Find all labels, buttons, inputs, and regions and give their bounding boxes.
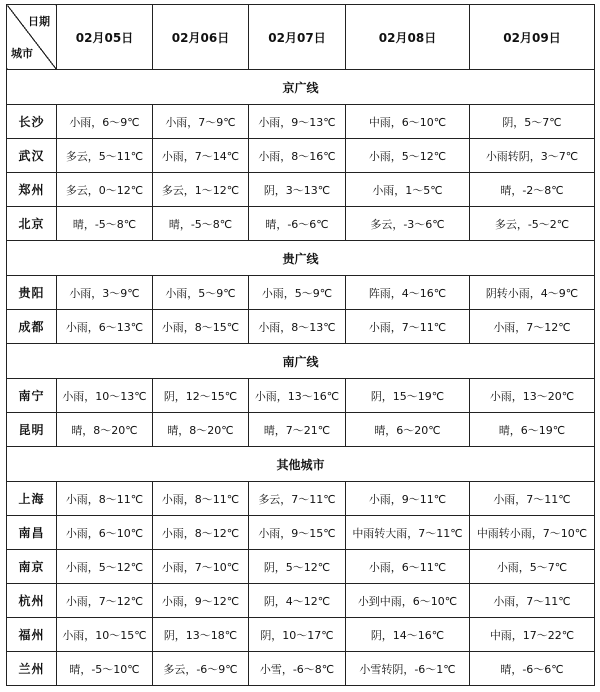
date-header: 02月08日 <box>346 5 470 70</box>
section-title: 京广线 <box>7 70 595 105</box>
date-header: 02月09日 <box>470 5 595 70</box>
section-title: 其他城市 <box>7 447 595 482</box>
table-row <box>7 482 595 516</box>
forecast-cell: 多云，0～12℃ <box>57 173 153 207</box>
forecast-cell: 小雨，5～9℃ <box>249 276 346 310</box>
table-row <box>7 413 595 447</box>
forecast-cell: 小雪，-6～8℃ <box>249 652 346 686</box>
forecast-cell: 阴，5～7℃ <box>470 105 595 139</box>
forecast-cell: 小雨，8～16℃ <box>249 139 346 173</box>
forecast-cell: 小雨，13～20℃ <box>470 379 595 413</box>
forecast-cell: 中雨，17～22℃ <box>470 618 595 652</box>
table-row <box>7 276 595 310</box>
forecast-cell: 小雨，8～13℃ <box>249 310 346 344</box>
corner-date-label: 日期 <box>28 15 50 28</box>
forecast-cell: 小雨，5～12℃ <box>346 139 470 173</box>
city-name: 北京 <box>7 207 57 241</box>
forecast-cell: 小雨，7～14℃ <box>153 139 249 173</box>
forecast-cell: 多云，7～11℃ <box>249 482 346 516</box>
forecast-cell: 小雨，9～13℃ <box>249 105 346 139</box>
forecast-cell: 小雨，7～11℃ <box>470 584 595 618</box>
forecast-cell: 小雨，3～9℃ <box>57 276 153 310</box>
forecast-cell: 中雨转小雨，7～10℃ <box>470 516 595 550</box>
forecast-cell: 小雨，8～15℃ <box>153 310 249 344</box>
city-name: 上海 <box>7 482 57 516</box>
forecast-cell: 小雨，10～13℃ <box>57 379 153 413</box>
forecast-cell: 小雨，7～12℃ <box>470 310 595 344</box>
forecast-cell: 多云，5～11℃ <box>57 139 153 173</box>
forecast-cell: 阴，12～15℃ <box>153 379 249 413</box>
forecast-cell: 晴，-6～6℃ <box>249 207 346 241</box>
forecast-cell: 小雨，5～7℃ <box>470 550 595 584</box>
forecast-cell: 小雨，5～12℃ <box>57 550 153 584</box>
forecast-cell: 晴，6～19℃ <box>470 413 595 447</box>
forecast-cell: 小雨，8～12℃ <box>153 516 249 550</box>
section-row <box>7 70 595 105</box>
forecast-cell: 晴，8～20℃ <box>57 413 153 447</box>
forecast-cell: 小雨，13～16℃ <box>249 379 346 413</box>
forecast-cell: 小雨，7～11℃ <box>470 482 595 516</box>
table-row <box>7 584 595 618</box>
city-name: 南宁 <box>7 379 57 413</box>
forecast-cell: 阴，4～12℃ <box>249 584 346 618</box>
section-row <box>7 344 595 379</box>
forecast-cell: 晴，-2～8℃ <box>470 173 595 207</box>
forecast-cell: 晴，6～20℃ <box>346 413 470 447</box>
date-header: 02月05日 <box>57 5 153 70</box>
forecast-cell: 阴，15～19℃ <box>346 379 470 413</box>
weather-table <box>6 4 595 686</box>
forecast-cell: 小到中雨，6～10℃ <box>346 584 470 618</box>
date-header: 02月06日 <box>153 5 249 70</box>
forecast-cell: 晴，-6～6℃ <box>470 652 595 686</box>
forecast-cell: 中雨，6～10℃ <box>346 105 470 139</box>
city-name: 兰州 <box>7 652 57 686</box>
city-name: 武汉 <box>7 139 57 173</box>
city-name: 成都 <box>7 310 57 344</box>
forecast-cell: 阴，13～18℃ <box>153 618 249 652</box>
city-name: 郑州 <box>7 173 57 207</box>
forecast-cell: 小雨，7～12℃ <box>57 584 153 618</box>
forecast-cell: 阴，14～16℃ <box>346 618 470 652</box>
city-name: 贵阳 <box>7 276 57 310</box>
forecast-cell: 阴，3～13℃ <box>249 173 346 207</box>
forecast-cell: 阴，5～12℃ <box>249 550 346 584</box>
table-row <box>7 310 595 344</box>
table-row <box>7 139 595 173</box>
table-row <box>7 105 595 139</box>
section-title: 南广线 <box>7 344 595 379</box>
header-row <box>7 5 595 70</box>
table-row <box>7 516 595 550</box>
forecast-cell: 晴，-5～8℃ <box>57 207 153 241</box>
forecast-cell: 小雨，9～11℃ <box>346 482 470 516</box>
corner-header <box>7 5 57 70</box>
section-title: 贵广线 <box>7 241 595 276</box>
city-name: 福州 <box>7 618 57 652</box>
forecast-cell: 多云，1～12℃ <box>153 173 249 207</box>
city-name: 南京 <box>7 550 57 584</box>
forecast-cell: 晴，-5～8℃ <box>153 207 249 241</box>
forecast-cell: 小雨，1～5℃ <box>346 173 470 207</box>
forecast-cell: 小雨，5～9℃ <box>153 276 249 310</box>
forecast-cell: 小雨，9～15℃ <box>249 516 346 550</box>
section-row <box>7 241 595 276</box>
table-row <box>7 173 595 207</box>
table-row <box>7 618 595 652</box>
forecast-cell: 多云，-6～9℃ <box>153 652 249 686</box>
date-header: 02月07日 <box>249 5 346 70</box>
forecast-cell: 多云，-3～6℃ <box>346 207 470 241</box>
forecast-cell: 阴，10～17℃ <box>249 618 346 652</box>
forecast-cell: 阴转小雨，4～9℃ <box>470 276 595 310</box>
city-name: 长沙 <box>7 105 57 139</box>
forecast-cell: 小雨，10～15℃ <box>57 618 153 652</box>
table-row <box>7 207 595 241</box>
forecast-cell: 晴，7～21℃ <box>249 413 346 447</box>
forecast-cell: 多云，-5～2℃ <box>470 207 595 241</box>
forecast-cell: 小雨转阴，3～7℃ <box>470 139 595 173</box>
forecast-cell: 小雨，8～11℃ <box>57 482 153 516</box>
weather-table-body <box>7 5 595 686</box>
table-row <box>7 379 595 413</box>
forecast-cell: 小雪转阴，-6～1℃ <box>346 652 470 686</box>
forecast-cell: 小雨，6～11℃ <box>346 550 470 584</box>
forecast-cell: 小雨，6～9℃ <box>57 105 153 139</box>
forecast-cell: 中雨转大雨，7～11℃ <box>346 516 470 550</box>
forecast-cell: 阵雨，4～16℃ <box>346 276 470 310</box>
forecast-cell: 小雨，6～10℃ <box>57 516 153 550</box>
forecast-cell: 小雨，8～11℃ <box>153 482 249 516</box>
forecast-cell: 小雨，6～13℃ <box>57 310 153 344</box>
table-row <box>7 550 595 584</box>
table-row <box>7 652 595 686</box>
city-name: 昆明 <box>7 413 57 447</box>
section-row <box>7 447 595 482</box>
forecast-cell: 小雨，9～12℃ <box>153 584 249 618</box>
city-name: 杭州 <box>7 584 57 618</box>
forecast-cell: 小雨，7～10℃ <box>153 550 249 584</box>
forecast-cell: 晴，-5～10℃ <box>57 652 153 686</box>
forecast-cell: 小雨，7～9℃ <box>153 105 249 139</box>
forecast-cell: 小雨，7～11℃ <box>346 310 470 344</box>
forecast-cell: 晴，8～20℃ <box>153 413 249 447</box>
city-name: 南昌 <box>7 516 57 550</box>
corner-city-label: 城市 <box>11 47 33 60</box>
